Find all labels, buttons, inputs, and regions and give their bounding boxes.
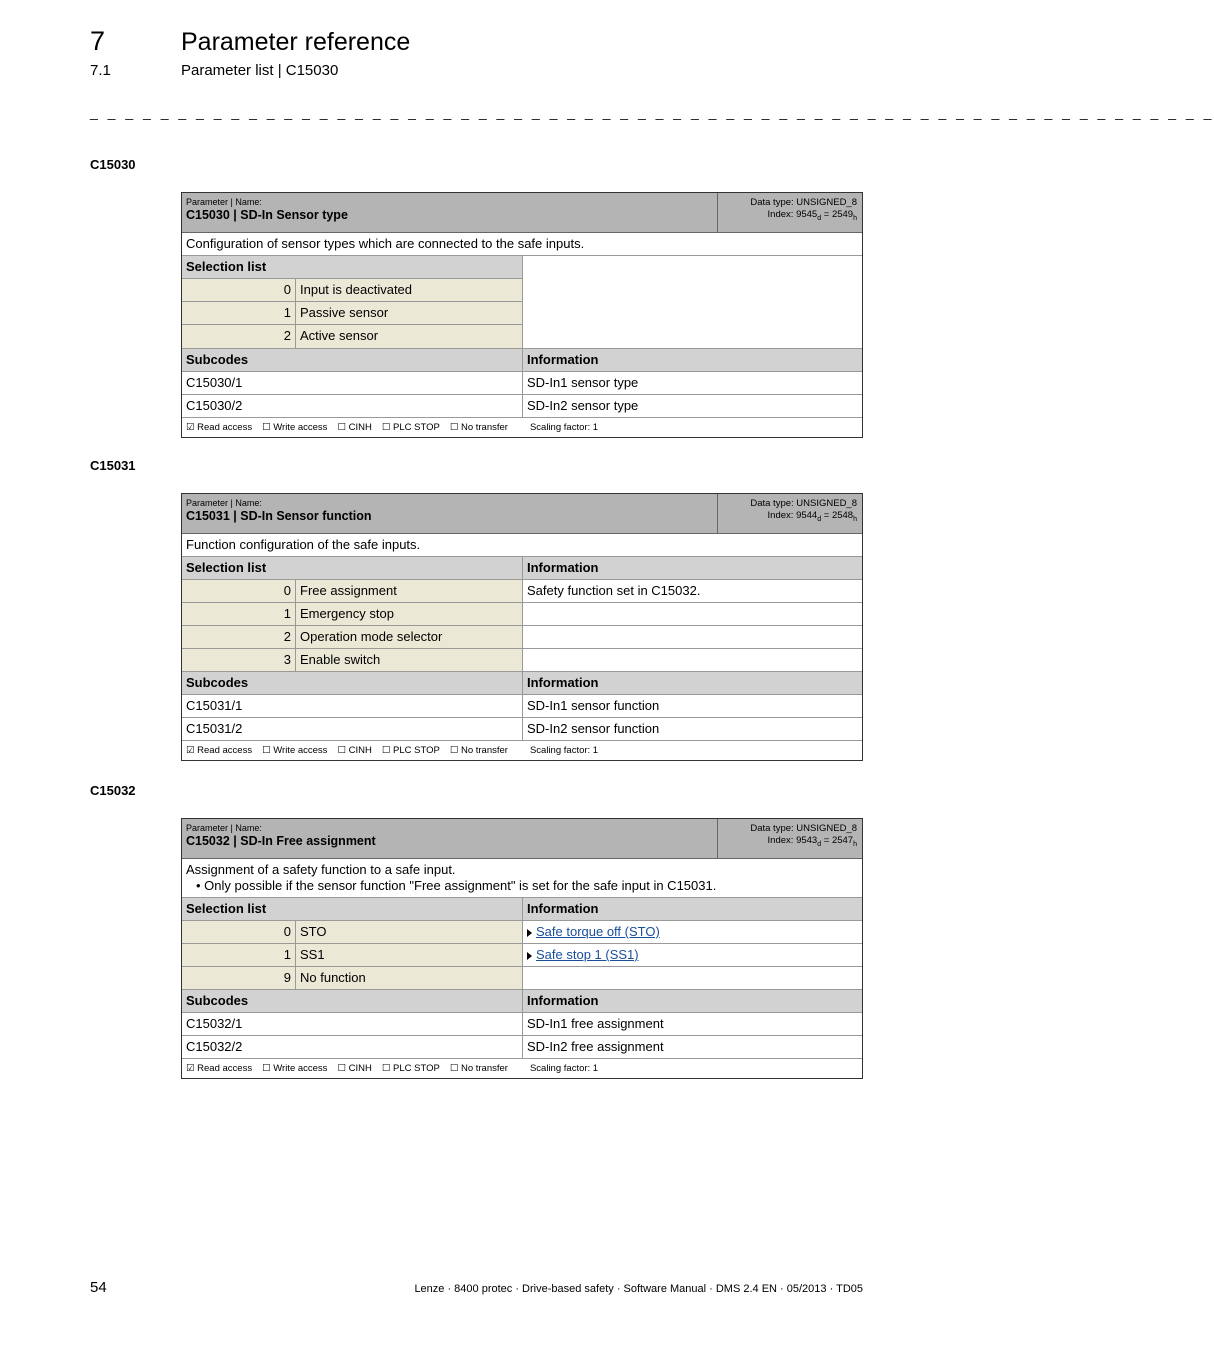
selection-list-header: Selection list — [182, 557, 523, 579]
write-access: ☐ Write access — [262, 745, 328, 756]
selection-row: 2 Operation mode selector — [182, 626, 862, 649]
plc-stop: ☐ PLC STOP — [381, 422, 440, 433]
plc-stop: ☐ PLC STOP — [381, 1063, 440, 1074]
selection-row: 0 Input is deactivated — [182, 279, 522, 302]
subcode-row: C15031/2 SD-In2 sensor function — [182, 718, 862, 741]
chapter-number: 7 — [90, 26, 106, 56]
subcode-row: C15032/1 SD-In1 free assignment — [182, 1013, 862, 1036]
write-access: ☐ Write access — [262, 1063, 328, 1074]
access-footer — [182, 1059, 862, 1078]
information-header: Information — [523, 349, 862, 371]
link-sto[interactable]: Safe torque off (STO) — [536, 924, 660, 939]
selection-list-header: Selection list — [182, 256, 522, 278]
read-access: ☑ Read access — [186, 422, 253, 433]
param-table-c15030 — [181, 192, 863, 438]
scaling-factor: Scaling factor: 1 — [529, 1063, 599, 1074]
param-label-c15032: C15032 — [90, 783, 136, 798]
plc-stop: ☐ PLC STOP — [381, 745, 440, 756]
selection-row: 2 Active sensor — [182, 325, 522, 348]
scaling-factor: Scaling factor: 1 — [529, 745, 599, 756]
subcode-row: C15030/2 SD-In2 sensor type — [182, 395, 862, 418]
selection-row: 1 SS1 Safe stop 1 (SS1) — [182, 944, 862, 967]
subcodes-header: Subcodes — [182, 990, 523, 1012]
cinh: ☐ CINH — [337, 422, 372, 433]
data-type: Data type: UNSIGNED_8 — [750, 823, 857, 834]
data-type: Data type: UNSIGNED_8 — [750, 197, 857, 208]
arrow-right-icon — [527, 929, 532, 937]
no-transfer: ☐ No transfer — [449, 422, 508, 433]
cinh: ☐ CINH — [337, 1063, 372, 1074]
selection-row: 9 No function — [182, 967, 862, 990]
access-footer — [182, 418, 862, 437]
information-header: Information — [523, 990, 862, 1012]
param-index: Index: $9545_d = 2549_h$ — [767, 209, 857, 222]
selection-row: 0 Free assignment Safety function set in C15032. — [182, 580, 862, 603]
param-title: C15031 | SD-In Sensor function — [186, 509, 372, 523]
read-access: ☑ Read access — [186, 1063, 253, 1074]
no-transfer: ☐ No transfer — [449, 1063, 508, 1074]
page-number: 54 — [90, 1279, 107, 1296]
selection-row: 1 Emergency stop — [182, 603, 862, 626]
information-header: Information — [523, 557, 862, 579]
param-label-c15031: C15031 — [90, 458, 136, 473]
link-ss1[interactable]: Safe stop 1 (SS1) — [536, 947, 639, 962]
param-name-label: Parameter | Name: — [186, 823, 262, 833]
section-number: 7.1 — [90, 62, 111, 79]
param-description: Assignment of a safety function to a safe input. • Only possible if the sensor function "Free assignment" is set for the safe input in C15031. — [182, 859, 862, 897]
header-divider: _ _ _ _ _ _ _ _ _ _ _ _ _ _ _ _ _ _ _ _ _ _ _ _ _ _ _ _ _ _ _ _ _ _ _ _ _ _ _ _ _ _ _ _ _ _ _ _ _ _ _ _ _ _ _ _ _ _ _ _ _ _ _ _ — [90, 104, 1214, 120]
subcodes-header: Subcodes — [182, 349, 523, 371]
page-footer-text: Lenze · 8400 protec · Drive-based safety · Software Manual · DMS 2.4 EN · 05/2013 · TD05 — [414, 1283, 863, 1295]
section-title: Parameter list | C15030 — [181, 62, 339, 79]
no-transfer: ☐ No transfer — [449, 745, 508, 756]
data-type: Data type: UNSIGNED_8 — [750, 498, 857, 509]
selection-list-header: Selection list — [182, 898, 523, 920]
param-title: C15030 | SD-In Sensor type — [186, 208, 348, 222]
subcodes-header: Subcodes — [182, 672, 523, 694]
param-name-label: Parameter | Name: — [186, 197, 262, 207]
selection-row: 1 Passive sensor — [182, 302, 522, 325]
param-table-c15031 — [181, 493, 863, 761]
arrow-right-icon — [527, 952, 532, 960]
param-name-label: Parameter | Name: — [186, 498, 262, 508]
param-table-header — [182, 193, 862, 233]
selection-row: 0 STO Safe torque off (STO) — [182, 921, 862, 944]
subcode-row: C15031/1 SD-In1 sensor function — [182, 695, 862, 718]
param-label-c15030: C15030 — [90, 157, 136, 172]
information-header: Information — [523, 672, 862, 694]
param-title: C15032 | SD-In Free assignment — [186, 834, 376, 848]
selection-row: 3 Enable switch — [182, 649, 862, 672]
read-access: ☑ Read access — [186, 745, 253, 756]
chapter-title: Parameter reference — [181, 28, 411, 56]
cinh: ☐ CINH — [337, 745, 372, 756]
description-bullet: • Only possible if the sensor function "Free assignment" is set for the safe input in C15031. — [196, 878, 717, 893]
scaling-factor: Scaling factor: 1 — [529, 422, 599, 433]
param-table-header — [182, 819, 862, 859]
information-header: Information — [523, 898, 862, 920]
param-table-header — [182, 494, 862, 534]
param-index: Index: $9543_d = 2547_h$ — [767, 835, 857, 848]
param-index: Index: $9544_d = 2548_h$ — [767, 510, 857, 523]
write-access: ☐ Write access — [262, 422, 328, 433]
param-description: Function configuration of the safe inputs. — [186, 537, 421, 552]
access-footer — [182, 741, 862, 760]
subcode-row: C15032/2 SD-In2 free assignment — [182, 1036, 862, 1059]
param-table-c15032 — [181, 818, 863, 1079]
param-description: Configuration of sensor types which are connected to the safe inputs. — [186, 236, 585, 251]
subcode-row: C15030/1 SD-In1 sensor type — [182, 372, 862, 395]
